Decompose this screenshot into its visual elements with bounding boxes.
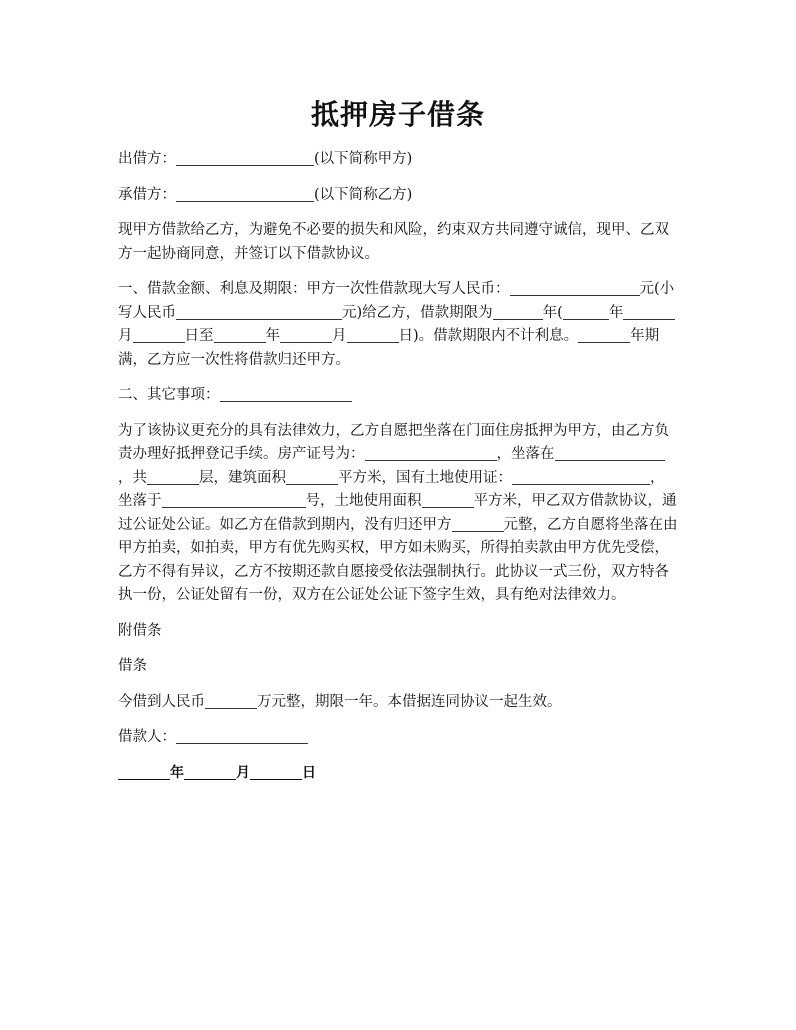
start-year-blank: [563, 304, 609, 320]
borrower-note: (以下简称乙方): [314, 186, 413, 203]
other-matters-blank: [220, 386, 352, 402]
date-year-label: 年: [170, 764, 184, 781]
section1-text: 日至: [184, 328, 214, 344]
document-title: 抵押房子借条: [310, 98, 485, 131]
borrower-sign-line: [118, 726, 678, 750]
attachment-label: 附借条: [118, 622, 162, 639]
land-location-blank: [162, 492, 306, 508]
section3-text: 为了该协议更充分的具有法律效力，乙方自愿把坐落在门面住房抵押为甲方，由乙方负责办理好抵押登记手续。房产证号为：: [118, 422, 669, 462]
section3-text: 层，建筑面积: [199, 469, 286, 486]
section1-text: 年期满，乙方应一次性将借款归还甲方。: [118, 328, 660, 368]
section3-text: ，共: [118, 469, 147, 486]
outstanding-amount-blank: [452, 516, 504, 532]
section1-text: 元)给乙方，借款期限为: [342, 304, 493, 321]
term-end-blank: [578, 327, 630, 343]
date-day-label: 日: [302, 764, 316, 781]
end-month-blank: [280, 327, 332, 343]
land-cert-blank: [512, 469, 650, 485]
section1-text: 年: [265, 328, 280, 344]
lender-line: [118, 148, 678, 172]
start-day-blank: [133, 327, 185, 343]
date-day-blank: [250, 764, 302, 780]
section1-paragraph: [118, 278, 678, 372]
location-blank: [555, 445, 665, 461]
section3-paragraph: [118, 420, 678, 608]
section1-text: 年: [608, 304, 624, 321]
date-year-blank: [118, 764, 170, 780]
iou-line: [118, 691, 678, 715]
intro-paragraph: 现甲方借款给乙方，为避免不必要的损失和风险，约束双方共同遵守诚信，现甲、乙双方一起协商同意，并签订以下借款协议。: [118, 222, 669, 262]
section1-text: 月: [118, 328, 133, 344]
section3-text: ，坐落于: [118, 469, 665, 509]
date-line: [118, 762, 678, 786]
lender-label: 出借方：: [118, 151, 176, 167]
section1-text: 日)。借款期限内不计利息。: [398, 328, 579, 344]
section2-line: [118, 384, 678, 408]
borrower-line: [118, 184, 678, 208]
document-body: [118, 148, 678, 797]
iou-text: 万元整，期限一年。本借据连同协议一起生效。: [257, 693, 562, 710]
term-years-blank: [493, 304, 543, 320]
section1-text: 年(: [542, 304, 563, 321]
section1-text: 一、借款金额、利息及期限：甲方一次性借款现大写人民币：: [118, 281, 510, 297]
iou-heading: 借条: [118, 658, 147, 674]
section3-text: ，坐落在: [496, 446, 555, 462]
amount-figure-blank: [176, 304, 342, 320]
land-area-blank: [422, 492, 474, 508]
borrower-blank: [176, 186, 314, 202]
date-month-blank: [184, 764, 236, 780]
amount-words-blank: [510, 280, 640, 296]
borrower-label: 承借方：: [118, 186, 176, 203]
section1-text: 元(小写人民币: [118, 281, 675, 321]
borrower-sign-blank: [176, 728, 308, 744]
iou-amount-blank: [205, 693, 257, 709]
borrower-sign-label: 借款人：: [118, 729, 176, 745]
iou-text: 今借到人民币: [118, 693, 205, 710]
section3-text: 平方米，甲乙双方借款协议，通过公证处公证。如乙方在借款到期内，没有归还甲方: [118, 493, 677, 533]
section3-text: 号，土地使用面积: [305, 493, 422, 509]
end-day-blank: [347, 327, 399, 343]
section2-label: 二、其它事项：: [118, 387, 220, 403]
section3-text: 元整，乙方自愿将坐落在由甲方拍卖，如拍卖，甲方有优先购买权，甲方如未购买，所得拍卖款由甲方优先受偿，乙方不得有异议，乙方不按期还款自愿接受依法强制执行。此协议一式三份，双方特各执一份，公证处留有一份，双方在公证处公证下签字生效，具有绝对法律效力。: [118, 516, 678, 603]
property-cert-blank: [365, 445, 497, 461]
end-year-blank: [214, 327, 266, 343]
section1-text: 月: [332, 328, 347, 344]
floors-blank: [147, 469, 199, 485]
section3-text: 平方米，国有土地使用证：: [338, 469, 512, 486]
lender-note: (以下简称甲方): [314, 151, 413, 167]
lender-blank: [176, 150, 314, 166]
building-area-blank: [286, 469, 338, 485]
date-month-label: 月: [236, 764, 250, 781]
start-month-blank: [623, 304, 675, 320]
